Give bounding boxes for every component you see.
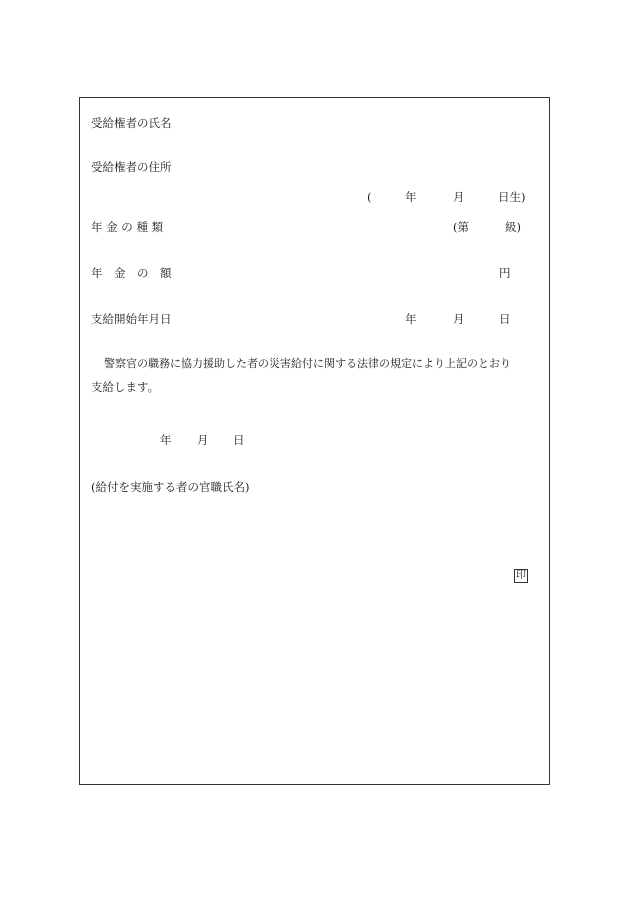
statement-line-2: 支給します。 [91, 380, 160, 394]
seal-mark: 印 [516, 570, 526, 581]
birthdate-year: 年 [405, 190, 417, 204]
start-date-label: 支給開始年月日 [91, 312, 172, 326]
statement-line-1: 警察官の職務に協力援助した者の災害給付に関する法律の規定により上記のとおり [104, 357, 511, 370]
start-date-day: 日 [499, 312, 511, 326]
start-date-year: 年 [405, 312, 417, 326]
issue-date-year: 年 [160, 433, 172, 447]
birthdate-day-born: 日生) [498, 190, 526, 204]
issue-date-day: 日 [233, 433, 245, 447]
currency-unit: 円 [499, 266, 511, 280]
recipient-address-label: 受給権者の住所 [91, 160, 172, 174]
grade-prefix: (第 [453, 220, 469, 234]
birthdate-open-paren: ( [367, 190, 372, 204]
recipient-name-label: 受給権者の氏名 [91, 116, 172, 130]
form-frame [79, 97, 550, 785]
pension-amount-label: 年 金 の 額 [91, 266, 172, 280]
official-label: (給付を実施する者の官職氏名) [91, 480, 250, 494]
start-date-month: 月 [453, 312, 465, 326]
issue-date-month: 月 [197, 433, 209, 447]
birthdate-month: 月 [453, 190, 465, 204]
grade-suffix: 級) [505, 220, 521, 234]
pension-type-label: 年 金 の 種 類 [91, 220, 164, 234]
